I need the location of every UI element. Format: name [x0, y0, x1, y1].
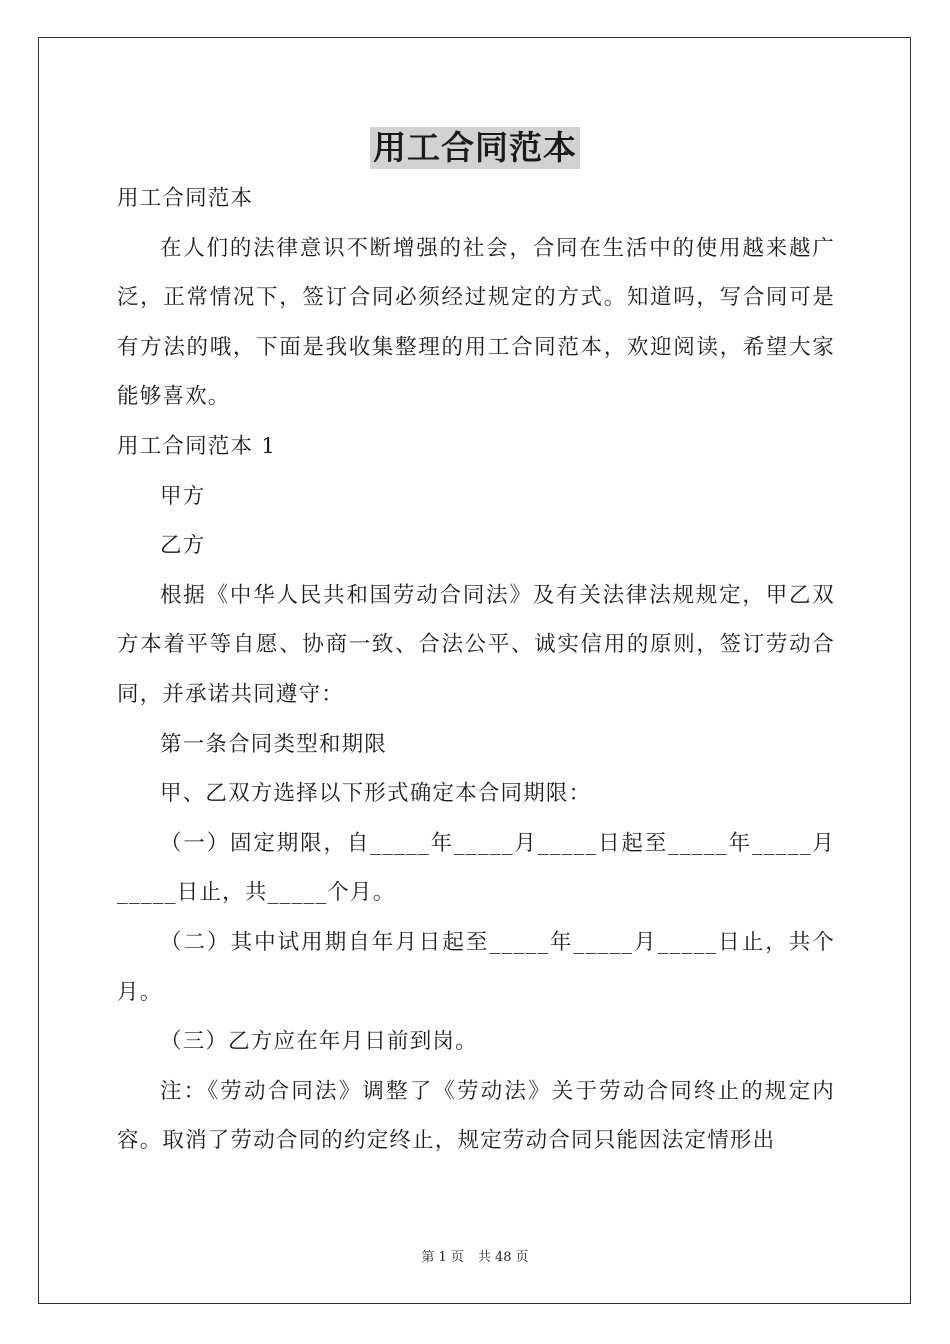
paragraph: 注：《劳动合同法》调整了《劳动法》关于劳动合同终止的规定内容。取消了劳动合同的约定终止，规定劳动合同只能因法定情形出 — [117, 1078, 835, 1154]
paragraph: （一）固定期限，自_____年_____月_____日起至_____年_____月_____日止，共_____个月。 — [117, 830, 835, 906]
title-container — [0, 127, 950, 169]
page-footer — [0, 1246, 950, 1265]
page-total: 共 48 页 — [477, 1250, 529, 1265]
paragraph: 用工合同范本 — [117, 186, 254, 211]
paragraph: 乙方 — [160, 533, 206, 559]
document-title: 用工合同范本 — [370, 127, 580, 169]
paragraph: 甲方 — [160, 483, 206, 509]
paragraph: （三）乙方应在年月日前到岗。 — [160, 1029, 478, 1055]
document-body — [117, 174, 835, 1166]
paragraph: 第一条合同类型和期限 — [160, 731, 388, 757]
paragraph: 用工合同范本 1 — [117, 433, 277, 459]
paragraph: （二）其中试用期自年月日起至_____年_____月_____日止，共个月。 — [117, 929, 835, 1005]
paragraph: 根据《中华人民共和国劳动合同法》及有关法律法规规定，甲乙双方本着平等自愿、协商一致、合法公平、诚实信用的原则，签订劳动合同，并承诺共同遵守： — [117, 582, 835, 707]
paragraph: 在人们的法律意识不断增强的社会，合同在生活中的使用越来越广泛，正常情况下，签订合同必须经过规定的方式。知道吗，写合同可是有方法的哦，下面是我收集整理的用工合同范本，欢迎阅读，希望大家能够喜欢。 — [117, 235, 835, 410]
page-number: 第 1 页 — [421, 1250, 464, 1265]
paragraph: 甲、乙双方选择以下形式确定本合同期限： — [160, 781, 592, 807]
